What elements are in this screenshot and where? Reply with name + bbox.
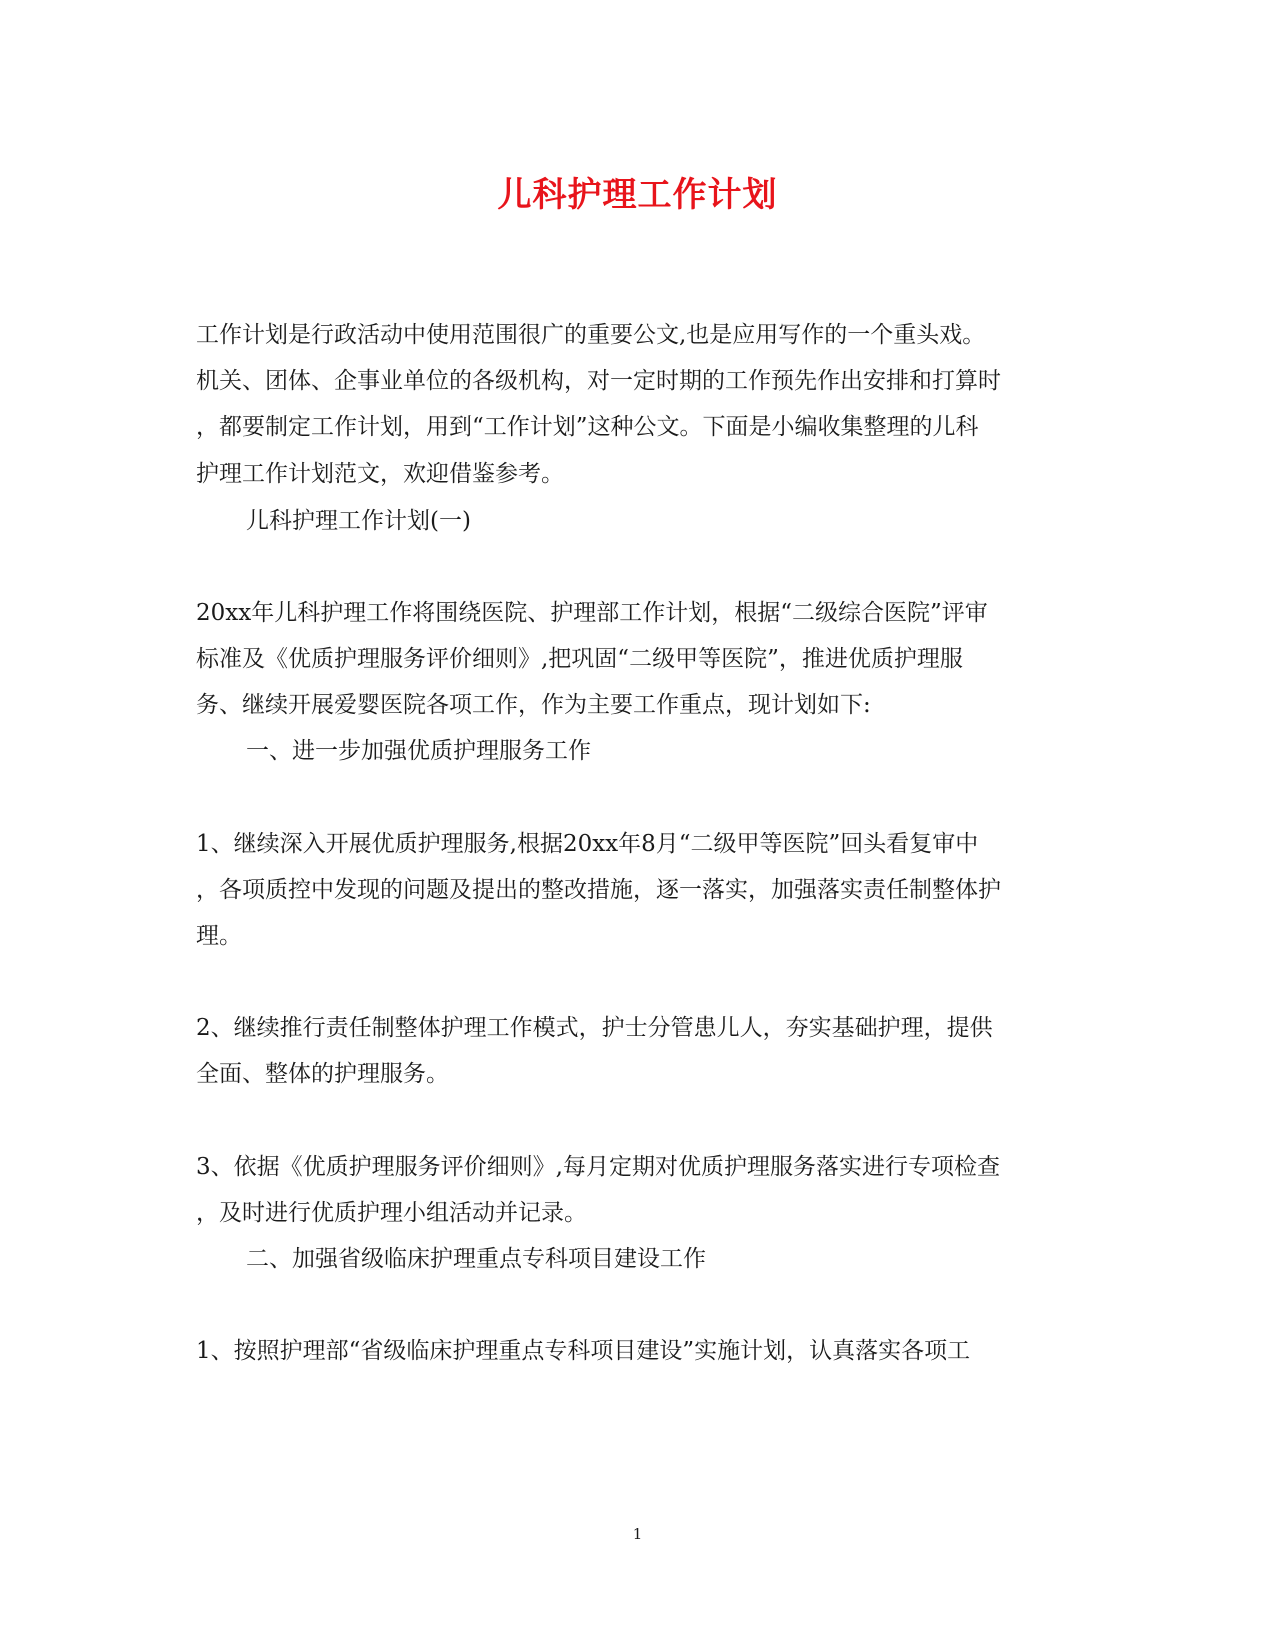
body-line: 机关、团体、企事业单位的各级机构，对一定时期的工作预先作出安排和打算时 xyxy=(196,368,1001,394)
section-heading: 二、加强省级临床护理重点专科项目建设工作 xyxy=(246,1246,706,1272)
body-line: 理。 xyxy=(196,923,242,949)
section-heading: 儿科护理工作计划(一) xyxy=(246,508,471,534)
body-line: 1、继续深入开展优质护理服务,根据20xx年8月“二级甲等医院”回头看复审中 xyxy=(196,831,979,857)
body-line: 2、继续推行责任制整体护理工作模式，护士分管患儿人，夯实基础护理，提供 xyxy=(196,1015,993,1041)
body-line: 20xx年儿科护理工作将围绕医院、护理部工作计划，根据“二级综合医院”评审 xyxy=(196,600,988,626)
body-line: 标准及《优质护理服务评价细则》,把巩固“二级甲等医院”，推进优质护理服 xyxy=(196,646,963,672)
body-line: 1、按照护理部“省级临床护理重点专科项目建设”实施计划，认真落实各项工 xyxy=(196,1338,971,1364)
body-line: 全面、整体的护理服务。 xyxy=(196,1061,449,1087)
section-heading: 一、进一步加强优质护理服务工作 xyxy=(246,738,591,764)
body-line: 务、继续开展爱婴医院各项工作，作为主要工作重点，现计划如下: xyxy=(196,692,871,718)
body-line: 护理工作计划范文，欢迎借鉴参考。 xyxy=(196,461,564,487)
body-line: 工作计划是行政活动中使用范围很广的重要公文,也是应用写作的一个重头戏。 xyxy=(196,322,986,348)
document-title: 儿科护理工作计划 xyxy=(497,175,778,215)
body-line: ，都要制定工作计划，用到“工作计划”这种公文。下面是小编收集整理的儿科 xyxy=(196,414,979,440)
body-line: 3、依据《优质护理服务评价细则》,每月定期对优质护理服务落实进行专项检查 xyxy=(196,1154,1000,1180)
body-line: ，及时进行优质护理小组活动并记录。 xyxy=(196,1200,587,1226)
body-line: ，各项质控中发现的问题及提出的整改措施，逐一落实，加强落实责任制整体护 xyxy=(196,877,1001,903)
page-number: 1 xyxy=(632,1525,643,1543)
